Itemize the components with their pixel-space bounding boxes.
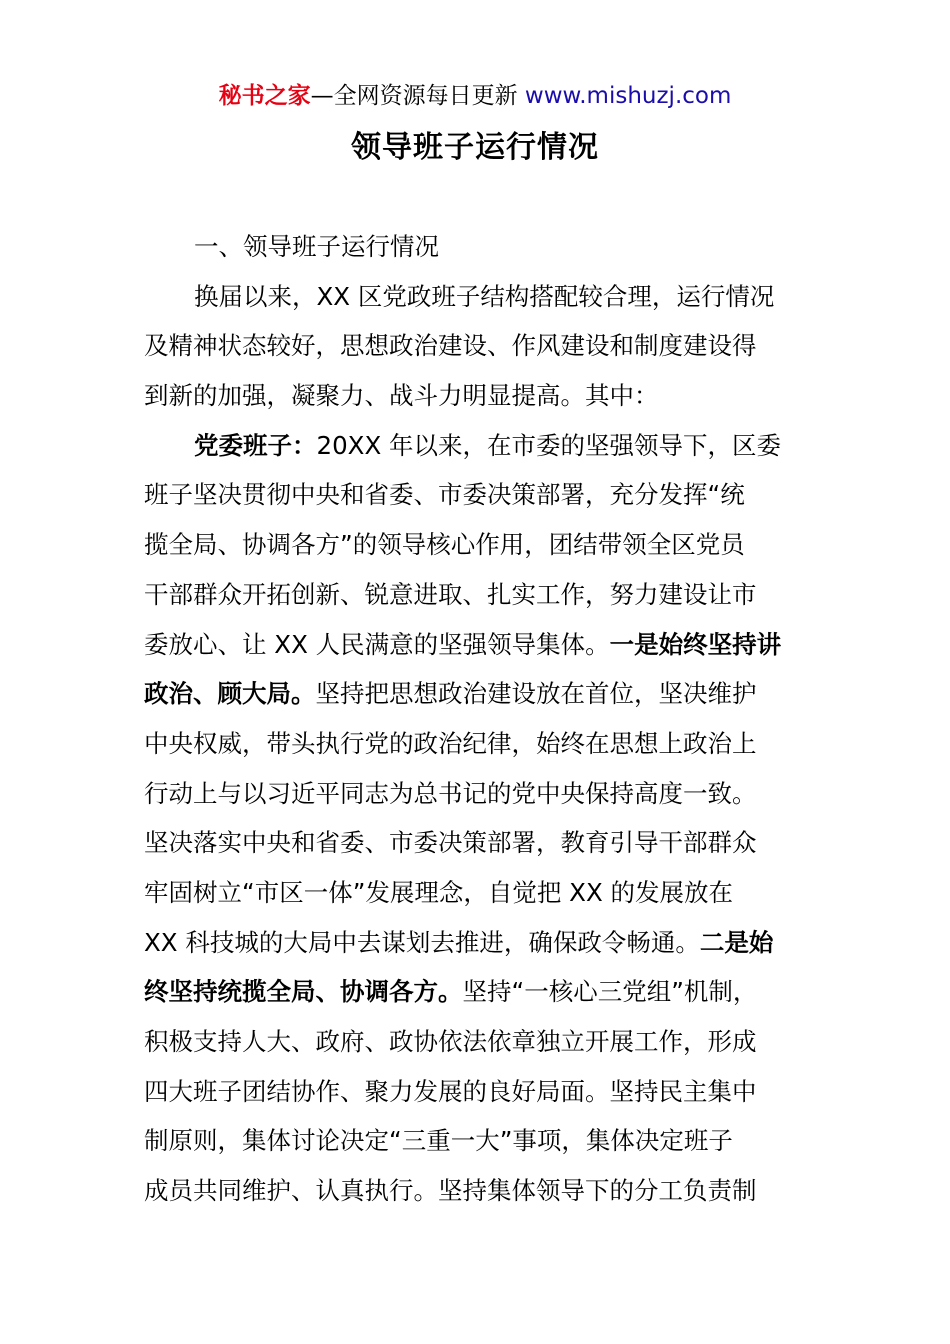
text-segment: 到新的加强，凝聚力、战斗力明显提高。其中： bbox=[144, 381, 659, 411]
text-segment: 牢固树立“市区一体”发展理念，自觉把 XX 的发展放在 bbox=[144, 877, 734, 907]
bold-text-segment: 终坚持统揽全局、协调各方。 bbox=[144, 977, 463, 1007]
text-line bbox=[144, 371, 814, 421]
bold-text-segment: 党委班子： bbox=[194, 430, 317, 460]
brand-name: 秘书之家 bbox=[218, 83, 311, 109]
text-segment: 坚决落实中央和省委、市委决策部署，教育引导干部群众 bbox=[144, 828, 757, 858]
text-line bbox=[144, 470, 814, 520]
text-segment: 成员共同维护、认真执行。坚持集体领导下的分工负责制 bbox=[144, 1176, 757, 1206]
text-line bbox=[144, 222, 814, 272]
text-line bbox=[144, 520, 814, 570]
text-segment: 揽全局、协调各方”的领导核心作用，团结带领全区党员 bbox=[144, 530, 745, 560]
text-line bbox=[144, 818, 814, 868]
page-header bbox=[0, 80, 950, 112]
bold-text-segment: 政治、顾大局。 bbox=[144, 679, 316, 709]
text-line bbox=[144, 918, 814, 968]
text-segment: 坚持“一核心三党组”机制， bbox=[462, 977, 758, 1007]
document-title: 领导班子运行情况 bbox=[351, 130, 599, 165]
text-line bbox=[144, 1116, 814, 1166]
bold-text-segment: 一是始终坚持讲 bbox=[609, 629, 782, 659]
text-line bbox=[144, 1067, 814, 1117]
text-segment: 坚持把思想政治建设放在首位，坚决维护 bbox=[315, 679, 757, 709]
text-line bbox=[144, 868, 814, 918]
text-segment: 换届以来，XX 区党政班子结构搭配较合理，运行情况 bbox=[194, 281, 775, 311]
text-segment: 积极支持人大、政府、政协依法依章独立开展工作，形成 bbox=[144, 1027, 757, 1056]
site-link[interactable]: www.mishuzj.com bbox=[524, 83, 732, 109]
text-segment: 四大班子团结协作、聚力发展的良好局面。坚持民主集中 bbox=[144, 1076, 757, 1106]
text-line bbox=[144, 669, 814, 719]
text-segment: XX 科技城的大局中去谋划去推进，确保政令畅通。 bbox=[144, 927, 700, 957]
text-segment: 中央权威，带头执行党的政治纪律，始终在思想上政治上 bbox=[144, 728, 757, 758]
header-tagline: —全网资源每日更新 bbox=[310, 83, 518, 109]
text-line bbox=[144, 1166, 814, 1216]
text-segment: 20XX 年以来，在市委的坚强领导下，区委 bbox=[316, 430, 782, 460]
bold-text-segment: 二是始 bbox=[699, 927, 774, 957]
text-line bbox=[144, 321, 814, 371]
text-line bbox=[144, 620, 814, 670]
text-segment: 干部群众开拓创新、锐意进取、扎实工作，努力建设让市 bbox=[144, 579, 757, 609]
text-segment: 制原则，集体讨论决定“三重一大”事项，集体决定班子 bbox=[144, 1126, 733, 1156]
text-line bbox=[144, 967, 814, 1017]
text-segment: 一、领导班子运行情况 bbox=[194, 232, 439, 261]
text-line bbox=[144, 719, 814, 769]
text-segment: 班子坚决贯彻中央和省委、市委决策部署，充分发挥“统 bbox=[144, 480, 745, 510]
text-segment: 委放心、让 XX 人民满意的坚强领导集体。 bbox=[144, 629, 610, 659]
text-segment: 及精神状态较好，思想政治建设、作风建设和制度建设得 bbox=[144, 331, 757, 361]
text-line bbox=[144, 272, 814, 322]
text-line bbox=[144, 1017, 814, 1067]
text-segment: 行动上与以习近平同志为总书记的党中央保持高度一致。 bbox=[144, 778, 757, 808]
text-line bbox=[144, 421, 814, 471]
text-line bbox=[144, 769, 814, 819]
document-body bbox=[144, 222, 814, 1216]
text-line bbox=[144, 570, 814, 620]
